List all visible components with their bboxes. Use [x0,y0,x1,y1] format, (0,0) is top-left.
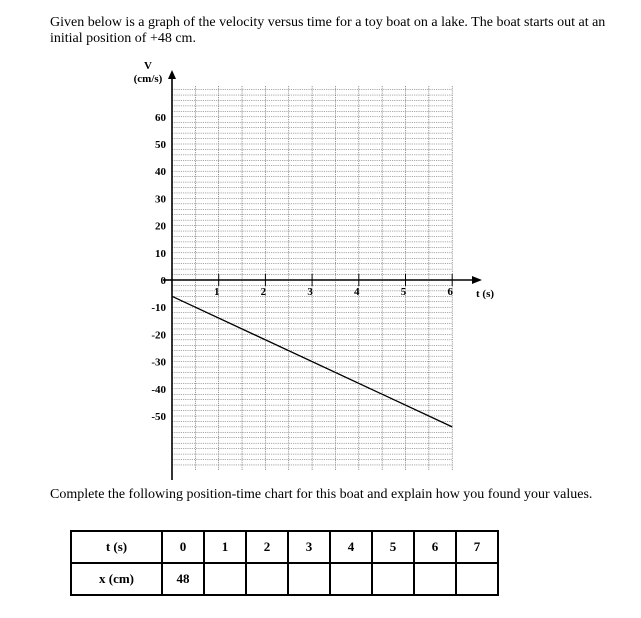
x-tick-label: 1 [213,286,220,298]
y-tick-label: -50 [151,411,166,423]
y-tick-label: 50 [155,139,166,151]
position-cell[interactable] [330,563,372,595]
y-tick-label: -30 [151,356,166,369]
position-cell[interactable] [204,563,246,595]
x-tick-label: 5 [400,286,407,298]
y-tick-label: 20 [155,220,166,233]
intro-text: Given below is a graph of the velocity versus time for a toy boat on a lake. The boat starts out at an initial position of +48 cm. [50,15,606,46]
time-cell: 7 [456,531,498,563]
position-cell[interactable] [414,563,456,595]
y-tick-label: -20 [151,329,166,342]
y-tick-label: -40 [151,383,166,396]
position-cell[interactable] [372,563,414,595]
y-tick-label: 10 [155,247,166,260]
time-cell: 1 [204,531,246,563]
position-cell[interactable] [246,563,288,595]
time-row [71,531,498,563]
position-cell[interactable] [288,563,330,595]
y-axis-label-unit: (cm/s) [133,73,163,85]
y-tick-label: 40 [155,166,166,179]
position-header: x (cm) [71,563,162,595]
time-header: t (s) [71,531,162,563]
x-tick-label: 4 [354,286,360,298]
position-cell[interactable] [456,563,498,595]
y-axis-label-symbol: V [144,60,152,72]
x-tick-label: 3 [307,286,313,298]
time-cell: 2 [246,531,288,563]
x-axis-arrowhead [472,276,482,284]
instruction-text: Complete the following position-time chart for this boat and explain how you found your values. [50,487,593,502]
x-tick-label: 6 [447,286,453,298]
y-tick-label: 60 [155,111,166,124]
position-time-table [70,530,499,596]
y-axis-arrowhead [168,70,176,79]
y-tick-label: 0 [160,275,166,287]
position-cell[interactable]: 48 [162,563,204,595]
x-axis-label: t (s) [476,288,495,300]
time-cell: 3 [288,531,330,563]
time-cell: 4 [330,531,372,563]
time-cell: 5 [372,531,414,563]
time-cell: 0 [162,531,204,563]
time-cell: 6 [414,531,456,563]
y-tick-labels [151,112,166,423]
position-row [71,563,498,595]
x-tick-label: 2 [260,286,267,298]
y-tick-label: -10 [151,302,166,315]
y-tick-label: 30 [155,193,166,206]
